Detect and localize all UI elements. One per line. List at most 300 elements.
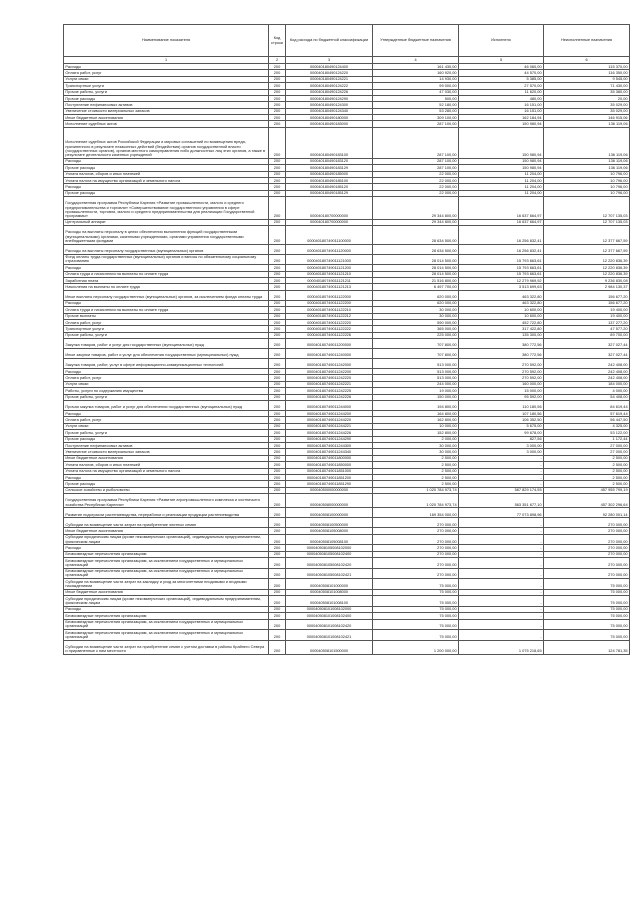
indicator-name-cell: Начисления на выплаты по оплате труда: [64, 284, 269, 290]
approved-amount-cell: 28 634 500,00: [373, 244, 459, 254]
executed-amount-cell: 107 180,56: [459, 411, 544, 417]
row-code-cell: 200: [269, 417, 286, 423]
header-unexecuted: Неисполненные назначения: [544, 25, 630, 57]
unexecuted-amount-cell: 4 325,00: [544, 423, 630, 429]
unexecuted-amount-cell: 4 000,00: [544, 388, 630, 394]
indicator-name-cell: Расходы: [64, 265, 269, 271]
classification-code-cell: 000040180749011800000: [286, 455, 373, 461]
unexecuted-amount-cell: 270 000,00: [544, 534, 630, 545]
classification-code-cell: 000040180749011851000: [286, 468, 373, 474]
approved-amount-cell: 10 000,00: [373, 423, 459, 429]
approved-amount-cell: 75 000,00: [373, 596, 459, 607]
classification-code-cell: 000040180749011244221: [286, 423, 373, 429]
approved-amount-cell: 270 000,00: [373, 551, 459, 557]
approved-amount-cell: 169 354 000,00: [373, 508, 459, 518]
row-code-cell: 200: [269, 184, 286, 190]
indicator-name-cell: Развитие подотрасли растениеводства, переработки и реализации продукции растениеводства: [64, 508, 269, 518]
indicator-name-cell: Иные выплаты персоналу государственных (муниципальных) органов, за исключением фонда оплаты труда: [64, 290, 269, 300]
unexecuted-amount-cell: 242 408,00: [544, 369, 630, 375]
row-code-cell: 200: [269, 178, 286, 184]
approved-amount-cell: 75 000,00: [373, 619, 459, 630]
row-code-cell: 200: [269, 219, 286, 225]
unexecuted-amount-cell: 1 172,44: [544, 436, 630, 442]
indicator-name-cell: Транспортные услуги: [64, 83, 269, 89]
row-code-cell: 200: [269, 430, 286, 436]
executed-amount-cell: 270 592,00: [459, 375, 544, 381]
classification-code-cell: 000040508101008102421: [286, 630, 373, 641]
table-body: [64, 63, 630, 654]
indicator-name-cell: Прочие расходы: [64, 165, 269, 171]
classification-code-cell: 000040180749011242000: [286, 359, 373, 369]
row-code-cell: 200: [269, 319, 286, 325]
row-code-cell: 200: [269, 381, 286, 387]
approved-amount-cell: 75 000,00: [373, 606, 459, 612]
classification-code-cell: 000040180749011240000: [286, 349, 373, 359]
row-code-cell: 200: [269, 102, 286, 108]
row-code-cell: 200: [269, 115, 286, 121]
executed-amount-cell: 44 570,00: [459, 70, 544, 76]
approved-amount-cell: 28 014 500,00: [373, 265, 459, 271]
classification-code-cell: 000040180749011121213: [286, 284, 373, 290]
approved-amount-cell: 707 800,00: [373, 349, 459, 359]
approved-amount-cell: 161 430,00: [373, 63, 459, 69]
header-classification-code: Код расхода по бюджетной классификации: [286, 25, 373, 57]
indicator-name-cell: Услуги связи: [64, 76, 269, 82]
unexecuted-amount-cell: 136 119,06: [544, 121, 630, 127]
indicator-name-cell: Уплата налога на имущество организаций и земельного налога: [64, 178, 269, 184]
table-row: [64, 401, 630, 411]
executed-amount-cell: 827,56: [459, 436, 544, 442]
indicator-name-cell: Исполнение судебных актов Российской Федерации и мировых соглашений по возмещению вреда, причиненного в результате незаконных действий (бездействия) органов государственной власти (государственных органов), органов местного самоуправления либо должностных лиц этих органов, а также в результате деятельности казенных учреждений: [64, 127, 269, 158]
approved-amount-cell: 287 100,00: [373, 165, 459, 171]
classification-code-cell: 000040180490183129: [286, 165, 373, 171]
unexecuted-amount-cell: 137 277,20: [544, 319, 630, 325]
classification-code-cell: 000040180700000000: [286, 219, 373, 225]
row-code-cell: 200: [269, 589, 286, 595]
classification-code-cell: 000040180749011244300: [286, 443, 373, 449]
classification-code-cell: 000040508105008102421: [286, 568, 373, 579]
executed-amount-cell: 480,00: [459, 95, 544, 101]
indicator-name-cell: Услуги связи: [64, 423, 269, 429]
unexecuted-amount-cell: 12 220 836,39: [544, 254, 630, 265]
approved-amount-cell: 22 000,00: [373, 190, 459, 196]
classification-code-cell: 000040508101008102000: [286, 606, 373, 612]
executed-amount-cell: -: [459, 568, 544, 579]
approved-amount-cell: 270 000,00: [373, 545, 459, 551]
indicator-name-cell: Оплата труда и начисления на выплаты по оплате труда: [64, 307, 269, 313]
executed-amount-cell: -: [459, 481, 544, 487]
approved-amount-cell: 28 014 500,00: [373, 254, 459, 265]
approved-amount-cell: 620 000,00: [373, 300, 459, 306]
unexecuted-amount-cell: 9 236 830,08: [544, 277, 630, 283]
row-code-cell: 200: [269, 83, 286, 89]
classification-code-cell: 000040508100000000: [286, 508, 373, 518]
indicator-name-cell: Государственная программа Республики Карелия «Развитие агропромышленного комплекса и охотничьего хозяйства Республики Карелия»: [64, 494, 269, 508]
table-row: [64, 596, 630, 607]
unexecuted-amount-cell: 10 796,00: [544, 190, 630, 196]
indicator-name-cell: Прочие работы, услуги: [64, 89, 269, 95]
unexecuted-amount-cell: 35 029,00: [544, 102, 630, 108]
classification-code-cell: 000040180490124290: [286, 95, 373, 101]
executed-amount-cell: 11 204,00: [459, 171, 544, 177]
unexecuted-amount-cell: 19 400,00: [544, 307, 630, 313]
row-code-cell: 200: [269, 95, 286, 101]
unexecuted-amount-cell: 56 447,50: [544, 417, 630, 423]
unexecuted-amount-cell: 12 377 667,59: [544, 226, 630, 244]
executed-amount-cell: -: [459, 579, 544, 590]
executed-amount-cell: 46 060,00: [459, 63, 544, 69]
classification-code-cell: 000040180749011122200: [286, 300, 373, 306]
approved-amount-cell: 225 000,00: [373, 332, 459, 338]
row-code-cell: 200: [269, 190, 286, 196]
indicator-name-cell: Расходы на выплаты персоналу в целях обеспечения выполнения функций государственными (муниципальными) органами, казенными учреждениями, органами управления государственными внебюджетными фондами: [64, 226, 269, 244]
approved-amount-cell: 270 000,00: [373, 518, 459, 528]
classification-code-cell: 000040500000000000: [286, 487, 373, 493]
executed-amount-cell: -: [459, 462, 544, 468]
executed-amount-cell: 15 793 663,61: [459, 265, 544, 271]
indicator-name-cell: Оплата труда и начисления на выплаты по оплате труда: [64, 271, 269, 277]
row-code-cell: 200: [269, 411, 286, 417]
row-code-cell: 200: [269, 127, 286, 158]
indicator-name-cell: Расходы: [64, 545, 269, 551]
unexecuted-amount-cell: 184 000,00: [544, 381, 630, 387]
unexecuted-amount-cell: 19 400,00: [544, 313, 630, 319]
unexecuted-amount-cell: 156 677,20: [544, 300, 630, 306]
unexecuted-amount-cell: 71 430,00: [544, 83, 630, 89]
executed-amount-cell: -: [459, 545, 544, 551]
indicator-name-cell: Расходы: [64, 474, 269, 480]
table-row: [64, 197, 630, 220]
classification-code-cell: 000040180749011242200: [286, 369, 373, 375]
unexecuted-amount-cell: 2 500,00: [544, 481, 630, 487]
approved-amount-cell: 29 344 800,00: [373, 219, 459, 225]
executed-amount-cell: -: [459, 528, 544, 534]
budget-report-sheet: [63, 24, 629, 655]
unexecuted-amount-cell: 116 350,00: [544, 70, 630, 76]
classification-code-cell: 000040508101008102420: [286, 619, 373, 630]
unexecuted-amount-cell: 54 408,00: [544, 394, 630, 400]
classification-code-cell: 000040180749011244290: [286, 436, 373, 442]
approved-amount-cell: 287 100,00: [373, 127, 459, 158]
executed-amount-cell: 150 980,94: [459, 165, 544, 171]
row-code-cell: 200: [269, 313, 286, 319]
table-row: [64, 349, 630, 359]
executed-amount-cell: -: [459, 551, 544, 557]
approved-amount-cell: 1 200 000,00: [373, 640, 459, 654]
indicator-name-cell: Поступление нефинансовых активов: [64, 102, 269, 108]
indicator-name-cell: Расходы: [64, 184, 269, 190]
row-code-cell: 200: [269, 307, 286, 313]
row-code-cell: 200: [269, 165, 286, 171]
unexecuted-amount-cell: 75 000,00: [544, 630, 630, 641]
approved-amount-cell: 270 000,00: [373, 568, 459, 579]
approved-amount-cell: 21 516 800,00: [373, 277, 459, 283]
indicator-name-cell: Субсидии юридическим лицам (кроме некоммерческих организаций), индивидуальным предпринимателям, физическим лицам: [64, 596, 269, 607]
classification-code-cell: 000040180749011120000: [286, 244, 373, 254]
row-code-cell: 200: [269, 290, 286, 300]
approved-amount-cell: 287 100,00: [373, 121, 459, 127]
row-code-cell: 200: [269, 63, 286, 69]
classification-code-cell: 000040180490185100: [286, 178, 373, 184]
classification-code-cell: 000040180749011244226: [286, 430, 373, 436]
row-code-cell: 200: [269, 171, 286, 177]
row-code-cell: 200: [269, 443, 286, 449]
table-header-row: [64, 25, 630, 57]
row-code-cell: 200: [269, 449, 286, 455]
approved-amount-cell: 1 020 784 973,74: [373, 487, 459, 493]
executed-amount-cell: 1 075 218,65: [459, 640, 544, 654]
executed-amount-cell: 10 600,00: [459, 313, 544, 319]
approved-amount-cell: 19 000,00: [373, 388, 459, 394]
header-executed: Исполнено: [459, 25, 544, 57]
executed-amount-cell: 12 279 969,92: [459, 277, 544, 283]
indicator-name-cell: Прочие расходы: [64, 436, 269, 442]
unexecuted-amount-cell: 92 280 001,14: [544, 508, 630, 518]
executed-amount-cell: 77 073 898,96: [459, 508, 544, 518]
unexecuted-amount-cell: 27 000,00: [544, 443, 630, 449]
approved-amount-cell: 513 000,00: [373, 375, 459, 381]
row-code-cell: 200: [269, 534, 286, 545]
unexecuted-amount-cell: 2 500,00: [544, 474, 630, 480]
table-row: [64, 579, 630, 590]
executed-amount-cell: 150 980,94: [459, 158, 544, 164]
executed-amount-cell: -: [459, 474, 544, 480]
unexecuted-amount-cell: 156 677,20: [544, 290, 630, 300]
executed-amount-cell: 3 513 699,63: [459, 284, 544, 290]
unexecuted-amount-cell: 242 408,00: [544, 375, 630, 381]
executed-amount-cell: -: [459, 619, 544, 630]
row-code-cell: 200: [269, 558, 286, 569]
row-code-cell: 200: [269, 401, 286, 411]
classification-code-cell: 000040180749011122210: [286, 307, 373, 313]
executed-amount-cell: 27 570,00: [459, 83, 544, 89]
indicator-name-cell: Безвозмездные перечисления организациям, за исключением государственных и муниципальных организаций: [64, 558, 269, 569]
column-number: 3: [286, 57, 373, 64]
indicator-name-cell: Прочие расходы: [64, 95, 269, 101]
approved-amount-cell: 2 500,00: [373, 474, 459, 480]
executed-amount-cell: 16 151,00: [459, 108, 544, 114]
executed-amount-cell: 463 322,80: [459, 300, 544, 306]
classification-code-cell: 000040508101000000: [286, 579, 373, 590]
executed-amount-cell: 5 675,00: [459, 423, 544, 429]
indicator-name-cell: Безвозмездные перечисления организациям: [64, 613, 269, 619]
indicator-name-cell: Расходы: [64, 63, 269, 69]
unexecuted-amount-cell: 124 781,35: [544, 640, 630, 654]
unexecuted-amount-cell: 10 796,00: [544, 184, 630, 190]
row-code-cell: 200: [269, 254, 286, 265]
indicator-name-cell: Расходы: [64, 300, 269, 306]
row-code-cell: 200: [269, 108, 286, 114]
unexecuted-amount-cell: 136 119,06: [544, 165, 630, 171]
row-code-cell: 200: [269, 508, 286, 518]
row-code-cell: 200: [269, 545, 286, 551]
classification-code-cell: 000040180490185129: [286, 190, 373, 196]
classification-code-cell: 000040180749011121200: [286, 265, 373, 271]
approved-amount-cell: 47 030,00: [373, 89, 459, 95]
approved-amount-cell: 29 344 800,00: [373, 197, 459, 220]
approved-amount-cell: 162 800,00: [373, 417, 459, 423]
executed-amount-cell: 135 300,00: [459, 332, 544, 338]
unexecuted-amount-cell: 146 915,06: [544, 115, 630, 121]
unexecuted-amount-cell: 457 955 799,19: [544, 487, 630, 493]
row-code-cell: 200: [269, 568, 286, 579]
approved-amount-cell: 75 000,00: [373, 589, 459, 595]
table-row: [64, 508, 630, 518]
indicator-name-cell: Безвозмездные перечисления организациям, за исключением государственных и муниципальных организаций: [64, 619, 269, 630]
executed-amount-cell: -: [459, 468, 544, 474]
executed-amount-cell: 16 637 664,97: [459, 197, 544, 220]
indicator-name-cell: Транспортные услуги: [64, 326, 269, 332]
approved-amount-cell: 30 000,00: [373, 307, 459, 313]
row-code-cell: 200: [269, 518, 286, 528]
indicator-name-cell: Сельское хозяйство и рыболовство: [64, 487, 269, 493]
indicator-name-cell: Иные бюджетные ассигнования: [64, 115, 269, 121]
approved-amount-cell: 75 000,00: [373, 613, 459, 619]
unexecuted-amount-cell: 75 000,00: [544, 606, 630, 612]
classification-code-cell: 000040180749011122226: [286, 332, 373, 338]
classification-code-cell: 000040180490180000: [286, 115, 373, 121]
unexecuted-amount-cell: 270 000,00: [544, 518, 630, 528]
executed-amount-cell: 11 204,00: [459, 190, 544, 196]
classification-code-cell: 000040180490185120: [286, 184, 373, 190]
approved-amount-cell: 75 000,00: [373, 579, 459, 590]
executed-amount-cell: 160 000,00: [459, 381, 544, 387]
row-code-cell: 200: [269, 244, 286, 254]
row-code-cell: 200: [269, 375, 286, 381]
classification-code-cell: 000040180749011244340: [286, 449, 373, 455]
classification-code-cell: 000040508000000000: [286, 494, 373, 508]
approved-amount-cell: 287 100,00: [373, 158, 459, 164]
executed-amount-cell: -: [459, 558, 544, 569]
executed-amount-cell: -: [459, 534, 544, 545]
row-code-cell: 200: [269, 226, 286, 244]
row-code-cell: 200: [269, 359, 286, 369]
row-code-cell: 200: [269, 197, 286, 220]
classification-code-cell: 000040180749011121211: [286, 277, 373, 283]
classification-code-cell: 000040180490124400: [286, 63, 373, 69]
unexecuted-amount-cell: 270 000,00: [544, 568, 630, 579]
approved-amount-cell: 270 000,00: [373, 534, 459, 545]
indicator-name-cell: Услуги связи: [64, 381, 269, 387]
row-code-cell: 200: [269, 70, 286, 76]
header-approved: Утвержденные бюджетные назначения: [373, 25, 459, 57]
indicator-name-cell: Расходы: [64, 411, 269, 417]
classification-code-cell: 000040180490124340: [286, 108, 373, 114]
classification-code-cell: 000040180749011122220: [286, 319, 373, 325]
executed-amount-cell: 95 592,00: [459, 394, 544, 400]
unexecuted-amount-cell: 2 500,00: [544, 455, 630, 461]
row-code-cell: 200: [269, 630, 286, 641]
indicator-name-cell: Заработная плата: [64, 277, 269, 283]
row-code-cell: 200: [269, 271, 286, 277]
classification-code-cell: 000040180749011242226: [286, 394, 373, 400]
classification-code-cell: 000040180749011122000: [286, 290, 373, 300]
executed-amount-cell: 270 592,00: [459, 369, 544, 375]
indicator-name-cell: Иные бюджетные ассигнования: [64, 528, 269, 534]
indicator-name-cell: Государственная программа Республики Карелия «Развитие промышленности, малого и среднего предпринимательства и торговли» «Совершенствование государственного управления в сфере промышленности, торговли, малого и среднего предпринимательства для реализации Государственной программы»: [64, 197, 269, 220]
classification-code-cell: 000040180749011121210: [286, 271, 373, 277]
row-code-cell: 200: [269, 528, 286, 534]
classification-code-cell: 000040180749011200000: [286, 339, 373, 349]
executed-amount-cell: 463 322,80: [459, 290, 544, 300]
approved-amount-cell: 309 100,00: [373, 115, 459, 121]
indicator-name-cell: Иные бюджетные ассигнования: [64, 455, 269, 461]
indicator-name-cell: Прочие расходы: [64, 481, 269, 487]
classification-code-cell: 000040180490124222: [286, 83, 373, 89]
unexecuted-amount-cell: 270 000,00: [544, 558, 630, 569]
table-row: [64, 558, 630, 569]
row-code-cell: 200: [269, 613, 286, 619]
approved-amount-cell: 152 800,00: [373, 430, 459, 436]
unexecuted-amount-cell: 53 122,00: [544, 430, 630, 436]
unexecuted-amount-cell: 75 000,00: [544, 613, 630, 619]
executed-amount-cell: 11 620,00: [459, 89, 544, 95]
executed-amount-cell: 452 722,80: [459, 319, 544, 325]
table-row: [64, 254, 630, 265]
classification-code-cell: 000040180749011100000: [286, 226, 373, 244]
indicator-name-cell: Прочие работы, услуги: [64, 430, 269, 436]
approved-amount-cell: 270 000,00: [373, 558, 459, 569]
classification-code-cell: 000040180490124220: [286, 70, 373, 76]
executed-amount-cell: 15 793 663,61: [459, 254, 544, 265]
indicator-name-cell: Закупка товаров, работ и услуг для государственных (муниципальных) нужд: [64, 339, 269, 349]
unexecuted-amount-cell: 75 000,00: [544, 589, 630, 595]
approved-amount-cell: 1 020 784 973,74: [373, 494, 459, 508]
approved-amount-cell: 52 180,00: [373, 102, 459, 108]
unexecuted-amount-cell: 12 220 836,39: [544, 271, 630, 277]
classification-code-cell: 000040508101500000: [286, 640, 373, 654]
unexecuted-amount-cell: 2 984 130,37: [544, 284, 630, 290]
indicator-name-cell: Прочие расходы: [64, 190, 269, 196]
row-code-cell: 200: [269, 369, 286, 375]
classification-code-cell: 000040508105008102000: [286, 545, 373, 551]
executed-amount-cell: 106 352,50: [459, 417, 544, 423]
unexecuted-amount-cell: 35 380,00: [544, 89, 630, 95]
executed-amount-cell: -: [459, 518, 544, 528]
executed-amount-cell: -: [459, 630, 544, 641]
classification-code-cell: 000040180749011121000: [286, 254, 373, 265]
unexecuted-amount-cell: 136 119,06: [544, 158, 630, 164]
unexecuted-amount-cell: 75 000,00: [544, 579, 630, 590]
executed-amount-cell: -: [459, 455, 544, 461]
approved-amount-cell: 22 000,00: [373, 171, 459, 177]
indicator-name-cell: Оплата работ, услуг: [64, 417, 269, 423]
indicator-name-cell: Прочие работы, услуги: [64, 332, 269, 338]
table-row: [64, 619, 630, 630]
unexecuted-amount-cell: 270 000,00: [544, 551, 630, 557]
classification-code-cell: 000040180490124300: [286, 102, 373, 108]
executed-amount-cell: 16 151,00: [459, 102, 544, 108]
indicator-name-cell: Уплата налогов, сборов и иных платежей: [64, 462, 269, 468]
approved-amount-cell: 99 000,00: [373, 83, 459, 89]
classification-code-cell: 000040180749011244000: [286, 401, 373, 411]
executed-amount-cell: 15 000,00: [459, 388, 544, 394]
indicator-name-cell: Закупка товаров, работ, услуг в сфере информационно-коммуникационных технологий: [64, 359, 269, 369]
executed-amount-cell: 563 351 677,10: [459, 494, 544, 508]
unexecuted-amount-cell: 75 000,00: [544, 596, 630, 607]
row-code-cell: 200: [269, 455, 286, 461]
approved-amount-cell: 160 920,00: [373, 70, 459, 76]
classification-code-cell: 000040180749011242220: [286, 375, 373, 381]
row-code-cell: 200: [269, 436, 286, 442]
unexecuted-amount-cell: 2 500,00: [544, 462, 630, 468]
classification-code-cell: 000040508105008000: [286, 528, 373, 534]
approved-amount-cell: 365 000,00: [373, 326, 459, 332]
executed-amount-cell: 11 204,00: [459, 178, 544, 184]
table-row: [64, 630, 630, 641]
executed-amount-cell: 16 256 832,41: [459, 244, 544, 254]
row-code-cell: 200: [269, 462, 286, 468]
